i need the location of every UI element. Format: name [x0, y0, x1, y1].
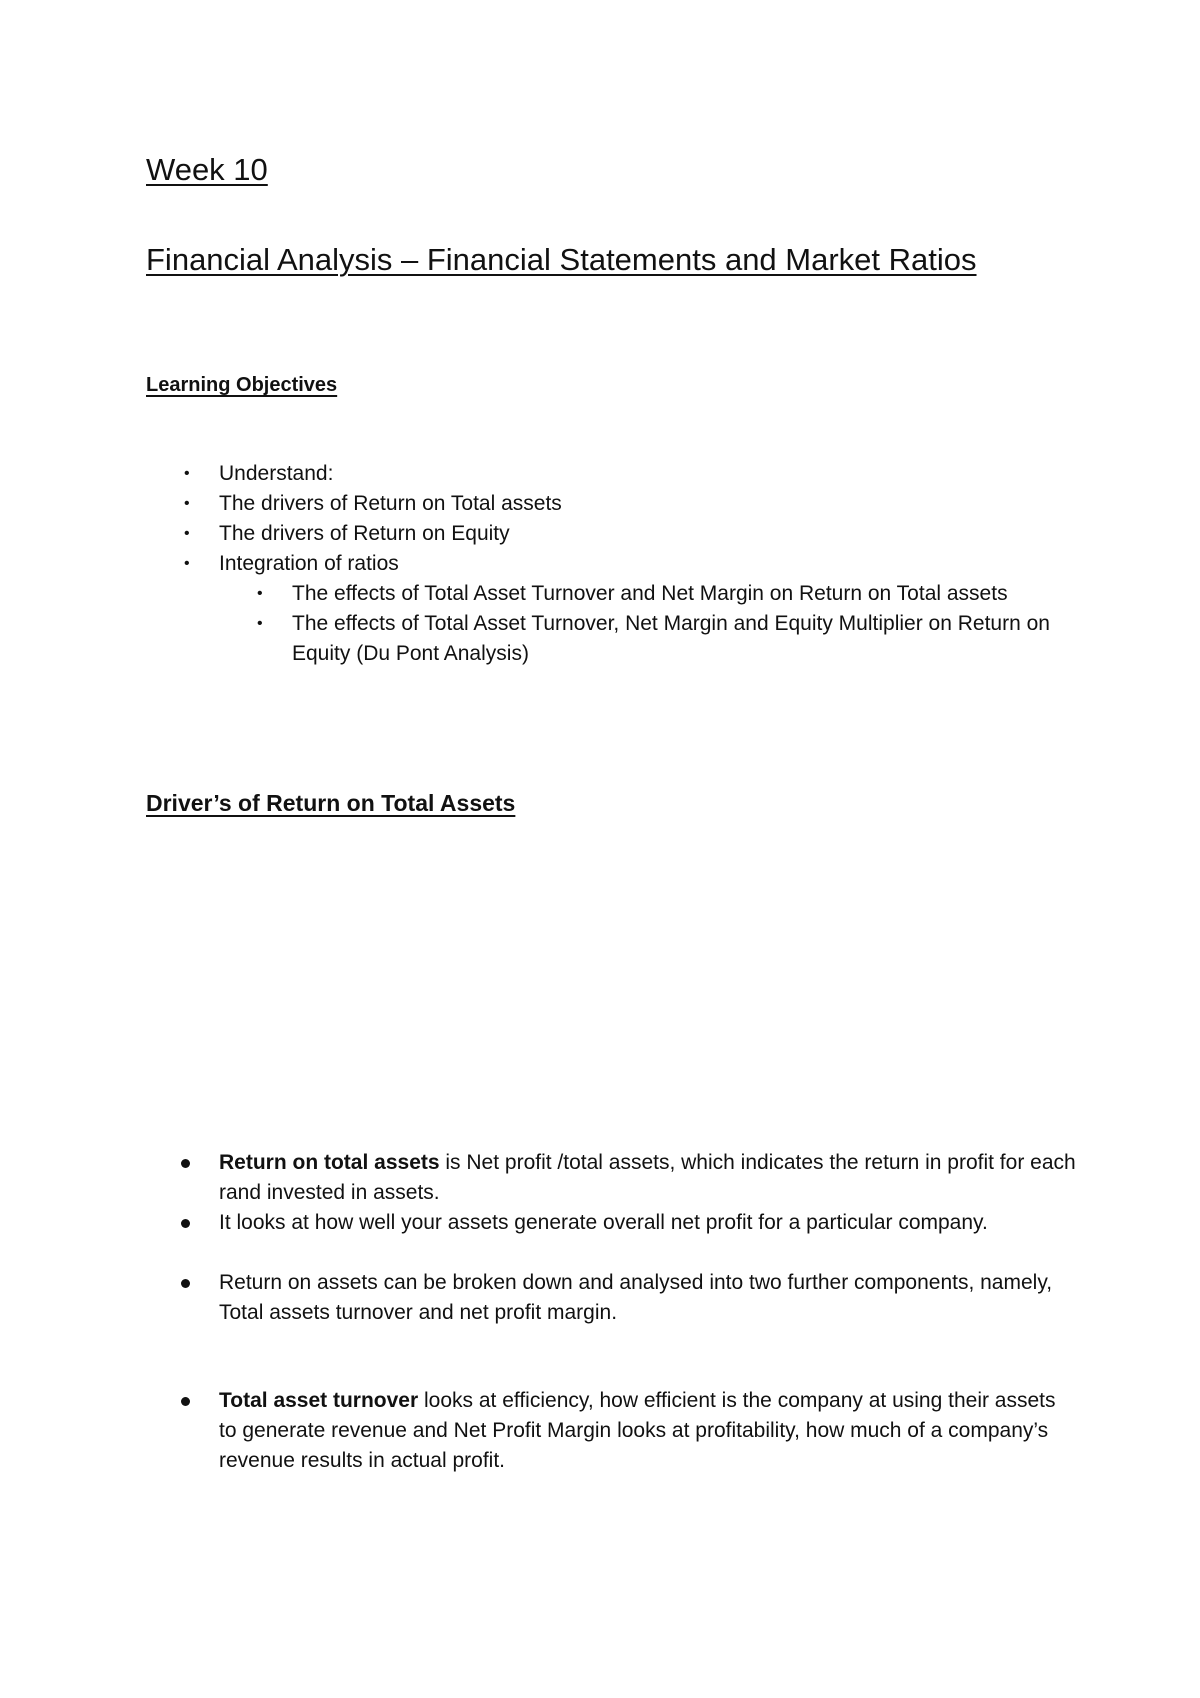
list-item — [146, 1208, 1076, 1238]
point-bold-term: Total asset turnover — [219, 1389, 419, 1412]
point-text: Return on assets can be broken down and analysed into two further components, namely, Total assets turnover and net profit margin. — [219, 1271, 1053, 1324]
point-text: looks at efficiency, how efficient is the company at using their assets to generate revenue and Net Profit Margin looks at profitability, how much of a company’s revenue results in actual profit. — [219, 1389, 1056, 1472]
learning-objectives-list — [146, 459, 1076, 669]
document-title: Financial Analysis – Financial Statements and Market Ratios — [146, 242, 977, 277]
bullet-icon: • — [257, 615, 263, 632]
bullet-icon — [181, 1397, 190, 1406]
sub-objective-text: The effects of Total Asset Turnover and Net Margin on Return on Total assets — [292, 582, 1008, 605]
drivers-heading: Driver’s of Return on Total Assets — [146, 790, 516, 816]
bullet-icon — [181, 1159, 190, 1168]
objective-text: The drivers of Return on Total assets — [219, 492, 562, 515]
bullet-icon — [181, 1219, 190, 1228]
list-item — [146, 1386, 1076, 1476]
bullet-icon: • — [184, 525, 190, 542]
bullet-icon: • — [184, 465, 190, 482]
learning-objectives-heading: Learning Objectives — [146, 374, 338, 396]
point-bold-term: Return on total assets — [219, 1151, 440, 1174]
week-title: Week 10 — [146, 152, 268, 187]
list-item — [146, 459, 1076, 489]
point-text: is Net profit /total assets, which indicates the return in profit for each rand invested in assets. — [219, 1151, 1076, 1204]
sub-list-item — [219, 609, 1076, 669]
objective-text: The drivers of Return on Equity — [219, 522, 510, 545]
list-item — [146, 519, 1076, 549]
sub-list-item — [219, 579, 1076, 609]
sub-objective-text: The effects of Total Asset Turnover, Net Margin and Equity Multiplier on Return on Equity (Du Pont Analysis) — [292, 612, 1050, 665]
bullet-icon: • — [184, 555, 190, 572]
bullet-icon: • — [257, 585, 263, 602]
list-item — [146, 489, 1076, 519]
sub-objectives-list — [219, 579, 1076, 669]
list-item — [146, 549, 1076, 669]
bullet-icon — [181, 1279, 190, 1288]
list-item — [146, 1148, 1076, 1208]
objective-text: Understand: — [219, 462, 334, 485]
bullet-icon: • — [184, 495, 190, 512]
list-item — [146, 1268, 1076, 1328]
objective-text: Integration of ratios — [219, 552, 399, 575]
drivers-points-list — [146, 1148, 1076, 1476]
point-text: It looks at how well your assets generate overall net profit for a particular company. — [219, 1211, 988, 1234]
